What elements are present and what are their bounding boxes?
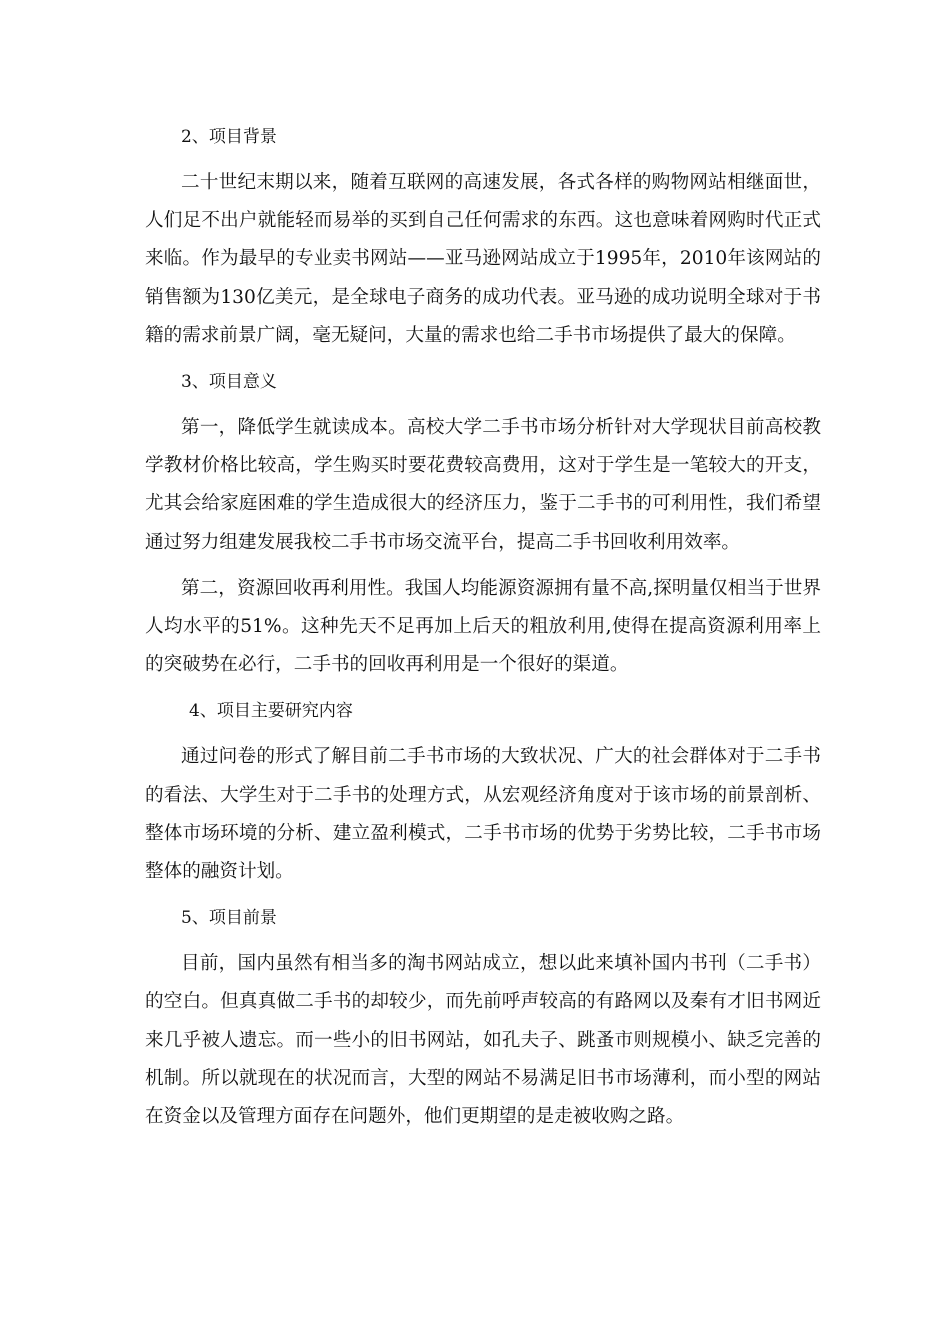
section-heading-prospects: 5、项目前景 — [181, 908, 277, 929]
paragraph-prospects: 目前，国内虽然有相当多的淘书网站成立，想以此来填补国内书刊（二手书） 的空白。但真真做二手书的却较少，而先前呼声较高的有路网以及秦有才旧书网近来几乎被人遗忘。而一些小的旧书网站，如孔夫子、跳蚤市则规模小、缺乏完善的机制。所以就现在的状况而言，大型的网站不易满足旧书市场薄利，而小型的网站在资金以及管理方面存在问题外，他们更期望的是走被收购之路。 — [145, 953, 821, 1128]
section-heading-background: 2、项目背景 — [181, 127, 277, 147]
section-heading-significance: 3、项目意义 — [181, 372, 277, 393]
paragraph-background: 二十世纪末期以来，随着互联网的高速发展，各式各样的购物网站相继面世，人们足不出户就能轻而易举的买到自己任何需求的东西。这也意味着网购时代正式来临。作为最早的专业卖书网站——亚马逊网站成立于1995年，2010年该网站的销售额为130亿美元，是全球电子商务的成功代表。亚马逊的成功说明全球对于书籍的需求前景广阔，毫无疑问，大量的需求也给二手书市场提供了最大的保障。 — [145, 172, 821, 346]
paragraph-research-content: 通过问卷的形式了解目前二手书市场的大致状况、广大的社会群体对于二手书的看法、大学生对于二手书的处理方式，从宏观经济角度对于该市场的前景剖析、整体市场环境的分析、建立盈利模式，二手书市场的优势于劣势比较，二手书市场整体的融资计划。 — [145, 746, 821, 883]
document-page — [145, 118, 821, 1136]
section-heading-research-content: 4、项目主要研究内容 — [189, 701, 353, 722]
paragraph-significance-2: 第二，资源回收再利用性。我国人均能源资源拥有量不高,探明量仅相当于世界人均水平的51%。这种先天不足再加上后天的粗放利用,使得在提高资源利用率上的突破势在必行，二手书的回收再利用是一个很好的渠道。 — [145, 577, 821, 676]
paragraph-significance-1: 第一，降低学生就读成本。高校大学二手书市场分析针对大学现状目前高校教学教材价格比较高，学生购买时要花费较高费用，这对于学生是一笔较大的开支，尤其会给家庭困难的学生造成很大的经济压力，鉴于二手书的可利用性，我们希望通过努力组建发展我校二手书市场交流平台，提高二手书回收利用效率。 — [145, 417, 821, 553]
